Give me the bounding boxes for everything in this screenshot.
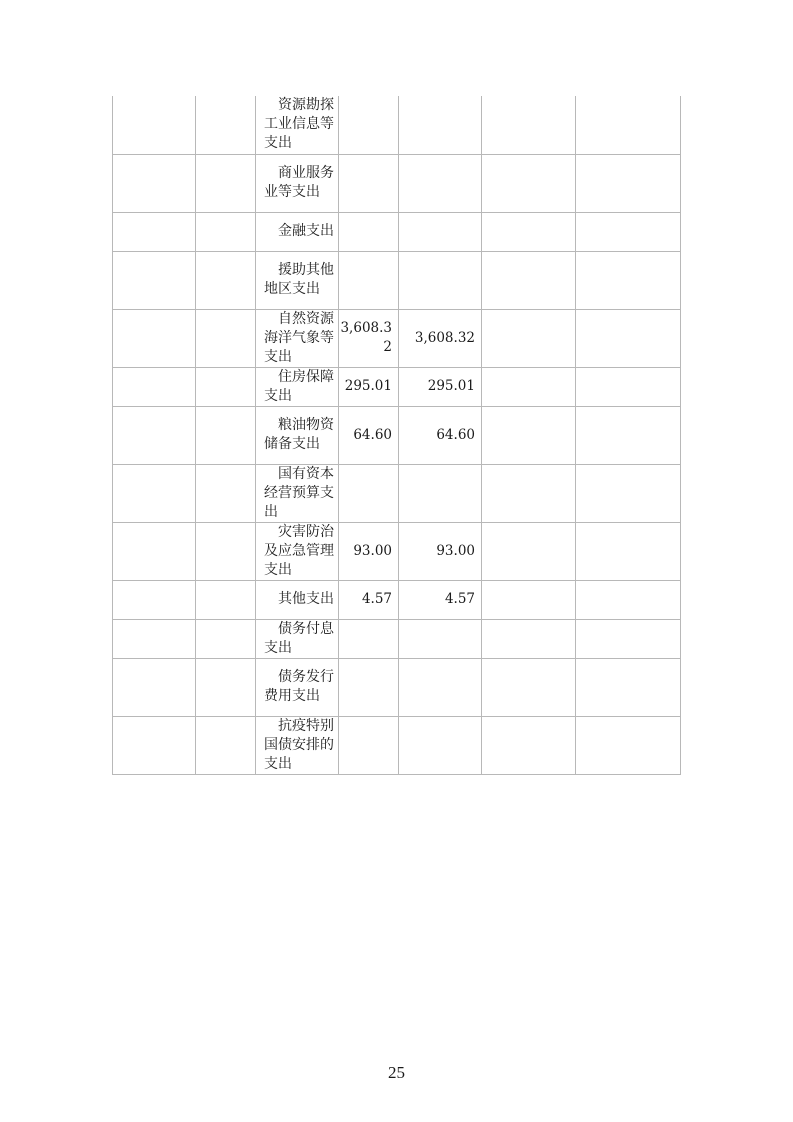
row-name-cell: 援助其他地区支出 bbox=[256, 251, 339, 309]
table-cell bbox=[482, 96, 576, 154]
table-cell bbox=[576, 251, 681, 309]
table-cell bbox=[113, 309, 196, 367]
table-cell bbox=[196, 522, 256, 580]
table-cell bbox=[196, 212, 256, 251]
row-name-cell: 债务付息支出 bbox=[256, 619, 339, 658]
table-cell bbox=[576, 212, 681, 251]
table-cell bbox=[576, 406, 681, 464]
table-cell bbox=[482, 212, 576, 251]
table-row bbox=[113, 309, 681, 367]
row-name-cell: 灾害防治及应急管理支出 bbox=[256, 522, 339, 580]
table-cell bbox=[113, 96, 196, 154]
table-row bbox=[113, 464, 681, 522]
table-cell bbox=[113, 212, 196, 251]
amount-cell bbox=[399, 212, 482, 251]
row-name-cell: 自然资源海洋气象等支出 bbox=[256, 309, 339, 367]
table-cell bbox=[576, 580, 681, 619]
table-cell bbox=[196, 251, 256, 309]
row-name-cell: 金融支出 bbox=[256, 212, 339, 251]
table-row bbox=[113, 658, 681, 716]
table-cell bbox=[113, 716, 196, 774]
table-row bbox=[113, 212, 681, 251]
table-cell bbox=[576, 658, 681, 716]
table-cell bbox=[196, 619, 256, 658]
amount-cell: 4.57 bbox=[339, 580, 399, 619]
table-row bbox=[113, 716, 681, 774]
amount-cell bbox=[339, 251, 399, 309]
table-cell bbox=[113, 406, 196, 464]
table-cell bbox=[196, 658, 256, 716]
table-cell bbox=[196, 580, 256, 619]
table-row bbox=[113, 406, 681, 464]
table-cell bbox=[482, 658, 576, 716]
table-cell bbox=[196, 367, 256, 406]
table-row bbox=[113, 580, 681, 619]
table-cell bbox=[482, 464, 576, 522]
amount-cell: 93.00 bbox=[339, 522, 399, 580]
table-cell bbox=[482, 251, 576, 309]
amount-cell bbox=[399, 96, 482, 154]
table-cell bbox=[196, 716, 256, 774]
table-cell bbox=[196, 309, 256, 367]
table-cell bbox=[576, 367, 681, 406]
table-cell bbox=[113, 464, 196, 522]
table-row bbox=[113, 619, 681, 658]
amount-cell: 64.60 bbox=[339, 406, 399, 464]
row-name-cell: 国有资本经营预算支出 bbox=[256, 464, 339, 522]
table-cell bbox=[482, 522, 576, 580]
table-cell bbox=[576, 716, 681, 774]
table-row bbox=[113, 251, 681, 309]
table-cell bbox=[482, 367, 576, 406]
table-cell bbox=[113, 251, 196, 309]
amount-cell: 3,608.32 bbox=[399, 309, 482, 367]
table-cell bbox=[482, 309, 576, 367]
amount-cell bbox=[339, 212, 399, 251]
amount-cell bbox=[339, 658, 399, 716]
table-row bbox=[113, 154, 681, 212]
amount-cell: 4.57 bbox=[399, 580, 482, 619]
amount-cell bbox=[339, 154, 399, 212]
amount-cell: 3,608.32 bbox=[339, 309, 399, 367]
amount-cell bbox=[339, 96, 399, 154]
amount-cell: 93.00 bbox=[399, 522, 482, 580]
table-cell bbox=[113, 522, 196, 580]
table-cell bbox=[113, 367, 196, 406]
amount-cell bbox=[399, 251, 482, 309]
table-cell bbox=[482, 406, 576, 464]
amount-cell bbox=[339, 464, 399, 522]
table-cell bbox=[482, 154, 576, 212]
row-name-cell: 住房保障支出 bbox=[256, 367, 339, 406]
amount-cell bbox=[399, 619, 482, 658]
row-name-cell: 债务发行费用支出 bbox=[256, 658, 339, 716]
table-row bbox=[113, 522, 681, 580]
table-cell bbox=[576, 154, 681, 212]
amount-cell: 64.60 bbox=[399, 406, 482, 464]
amount-cell bbox=[399, 154, 482, 212]
amount-cell bbox=[339, 619, 399, 658]
row-name-cell: 抗疫特别国债安排的支出 bbox=[256, 716, 339, 774]
table-cell bbox=[113, 154, 196, 212]
table-row bbox=[113, 96, 681, 154]
row-name-cell: 粮油物资储备支出 bbox=[256, 406, 339, 464]
table-cell bbox=[576, 96, 681, 154]
amount-cell: 295.01 bbox=[399, 367, 482, 406]
table-cell bbox=[196, 464, 256, 522]
table-cell bbox=[113, 658, 196, 716]
row-name-cell: 其他支出 bbox=[256, 580, 339, 619]
table-cell bbox=[196, 154, 256, 212]
amount-cell: 295.01 bbox=[339, 367, 399, 406]
table-cell bbox=[113, 619, 196, 658]
row-name-cell: 资源勘探工业信息等支出 bbox=[256, 96, 339, 154]
table-row bbox=[113, 367, 681, 406]
amount-cell bbox=[399, 464, 482, 522]
table-cell bbox=[576, 309, 681, 367]
table-cell bbox=[482, 580, 576, 619]
table-cell bbox=[196, 406, 256, 464]
amount-cell bbox=[399, 658, 482, 716]
table-cell bbox=[576, 464, 681, 522]
table-cell bbox=[113, 580, 196, 619]
table-cell bbox=[576, 522, 681, 580]
table-cell bbox=[482, 716, 576, 774]
row-name-cell: 商业服务业等支出 bbox=[256, 154, 339, 212]
table-cell bbox=[196, 96, 256, 154]
amount-cell bbox=[339, 716, 399, 774]
page-number: 25 bbox=[388, 1063, 405, 1082]
amount-cell bbox=[399, 716, 482, 774]
table-body bbox=[113, 96, 681, 774]
table-cell bbox=[482, 619, 576, 658]
table-cell bbox=[576, 619, 681, 658]
expenditure-table bbox=[112, 96, 681, 775]
